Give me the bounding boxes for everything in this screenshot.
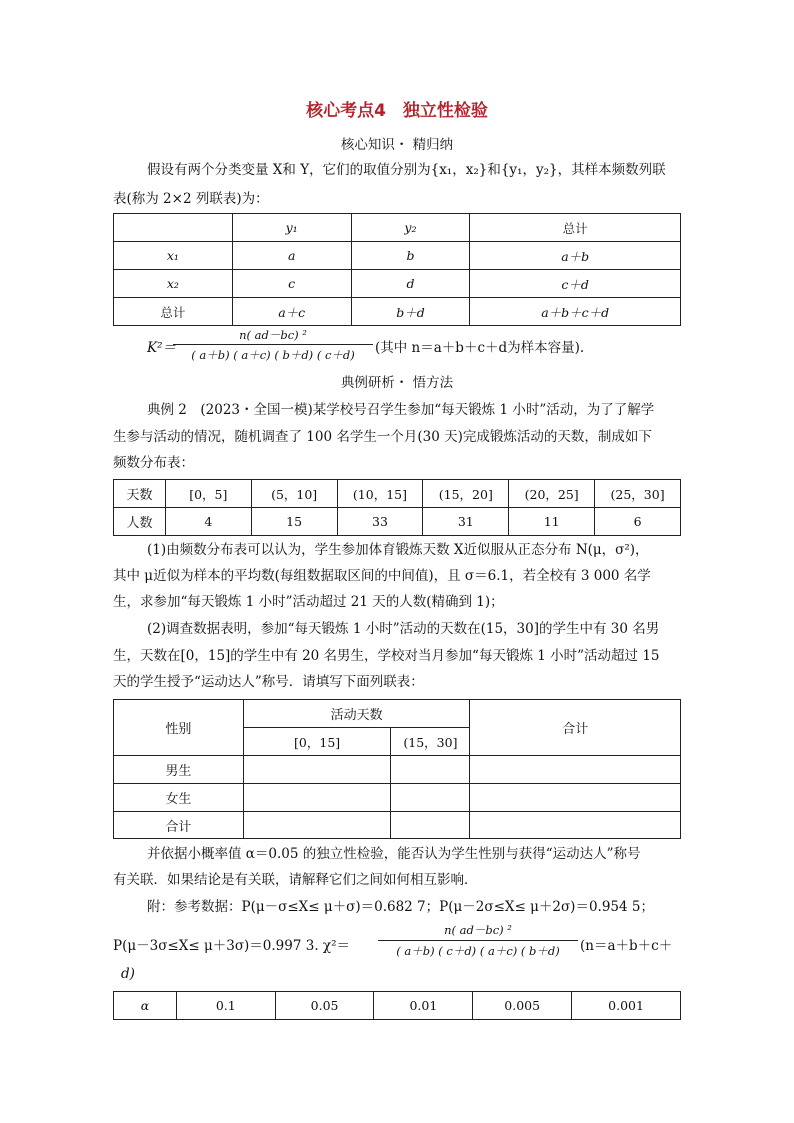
empty-answer-cell xyxy=(243,784,391,812)
k2-lhs: K²＝ xyxy=(147,340,176,356)
contingency-header-cell xyxy=(114,214,233,242)
example-line-2: 生参与活动的情况，随机调查了 100 名学生一个月(30 天)完成锻炼活动的天数，制成如下 xyxy=(113,429,652,445)
alpha-value: 0.05 xyxy=(275,992,374,1020)
chi-square-fraction-bar xyxy=(378,940,578,941)
question-2-line-3: 天的学生授予“运动达人”称号．请填写下面列联表： xyxy=(113,674,424,690)
contingency-cell: b＋d xyxy=(351,298,470,326)
gender-activity-table xyxy=(113,699,681,839)
activity-days-subheader: (15，30] xyxy=(391,728,470,756)
question-1-line-2: 其中 μ近似为样本的平均数(每组数据取区间的中间值)，且 σ＝6.1，若全校有 3 000 名学 xyxy=(113,568,651,584)
k2-note: (其中 n＝a＋b＋c＋d为样本容量). xyxy=(375,340,585,356)
page-title: 核心考点4 独立性检验 xyxy=(306,101,488,121)
contingency-header-cell: 总计 xyxy=(470,214,681,242)
question-2b-line-2: 有关联．如果结论是有关联，请解释它们之间如何相互影响． xyxy=(113,872,478,888)
frequency-count: 6 xyxy=(595,508,681,536)
alpha-value: 0.001 xyxy=(572,992,681,1020)
contingency-cell: b xyxy=(351,242,470,270)
k2-fraction-bar xyxy=(173,344,373,345)
frequency-table xyxy=(113,479,681,536)
gender-row-label: 男生 xyxy=(114,756,244,784)
reference-line-1: 附：参考数据：P(μ－σ≤X≤ μ＋σ)＝0.682 7；P(μ－2σ≤X≤ μ＋2σ)＝0.954 5； xyxy=(147,899,654,915)
frequency-interval: (5，10] xyxy=(251,480,337,508)
k2-denominator: ( a＋b) ( a＋c) ( b＋d) ( c＋d) xyxy=(191,348,355,362)
contingency-cell: a＋c xyxy=(232,298,351,326)
empty-answer-cell xyxy=(391,812,470,839)
question-2-line-2: 生，天数在[0，15]的学生中有 20 名男生，学校对当月参加“每天锻炼 1 小时”活动超过 15 xyxy=(113,648,660,664)
alpha-table xyxy=(113,991,681,1020)
activity-days-header: 活动天数 xyxy=(243,700,470,728)
contingency-cell: 总计 xyxy=(114,298,233,326)
contingency-cell: c＋d xyxy=(470,270,681,298)
frequency-count: 31 xyxy=(423,508,509,536)
contingency-table xyxy=(113,213,681,326)
section-heading-core-knowledge: 核心知识・ 精归纳 xyxy=(340,137,454,153)
question-2-line-1: (2)调查数据表明，参加“每天锻炼 1 小时”活动的天数在(15，30]的学生中有 30 名男 xyxy=(147,621,660,637)
question-1-line-3: 生，求参加“每天锻炼 1 小时”活动超过 21 天的人数(精确到 1)； xyxy=(113,594,504,610)
empty-answer-cell xyxy=(470,812,681,839)
frequency-interval: (10，15] xyxy=(337,480,423,508)
activity-days-subheader: [0，15] xyxy=(243,728,391,756)
contingency-cell: c xyxy=(232,270,351,298)
reference-line-2-left: P(μ－3σ≤X≤ μ＋3σ)＝0.997 3. χ²＝ xyxy=(113,938,351,954)
gender-row-label: 女生 xyxy=(114,784,244,812)
question-2b-line-1: 并依据小概率值 α＝0.05 的独立性检验，能否认为学生性别与获得“运动达人”称号 xyxy=(147,846,641,862)
contingency-cell: d xyxy=(351,270,470,298)
chi-square-denominator: ( a＋b) ( c＋d) ( a＋c) ( b＋d) xyxy=(396,944,560,958)
total-header: 合计 xyxy=(470,700,681,756)
contingency-header-cell: y₁ xyxy=(232,214,351,242)
empty-answer-cell xyxy=(391,756,470,784)
k2-numerator: n( ad－bc) ² xyxy=(239,328,307,342)
alpha-value: 0.1 xyxy=(176,992,275,1020)
frequency-row-label: 天数 xyxy=(114,480,166,508)
contingency-header-cell: y₂ xyxy=(351,214,470,242)
empty-answer-cell xyxy=(470,756,681,784)
alpha-label: α xyxy=(114,992,177,1020)
intro-line-1: 假设有两个分类变量 X和 Y，它们的取值分别为{x₁，x₂}和{y₁，y₂}，其样本频数列联 xyxy=(147,162,666,178)
reference-line-3: d) xyxy=(121,966,135,982)
frequency-row-label: 人数 xyxy=(114,508,166,536)
gender-row-label: 合计 xyxy=(114,812,244,839)
empty-answer-cell xyxy=(391,784,470,812)
reference-line-2-right: (n＝a＋b＋c＋ xyxy=(580,938,673,954)
example-line-3: 频数分布表： xyxy=(113,455,194,471)
intro-line-2: 表(称为 2×2 列联表)为： xyxy=(113,191,269,207)
contingency-cell: x₁ xyxy=(114,242,233,270)
frequency-count: 33 xyxy=(337,508,423,536)
alpha-value: 0.01 xyxy=(374,992,473,1020)
alpha-value: 0.005 xyxy=(473,992,572,1020)
frequency-interval: (25，30] xyxy=(595,480,681,508)
question-1-line-1: (1)由频数分布表可以认为，学生参加体育锻炼天数 X近似服从正态分布 N(μ，σ²)， xyxy=(147,542,649,558)
frequency-count: 4 xyxy=(165,508,251,536)
frequency-interval: (20，25] xyxy=(509,480,595,508)
frequency-interval: (15，20] xyxy=(423,480,509,508)
frequency-count: 15 xyxy=(251,508,337,536)
frequency-count: 11 xyxy=(509,508,595,536)
empty-answer-cell xyxy=(470,784,681,812)
gender-header: 性别 xyxy=(114,700,244,756)
contingency-cell: a xyxy=(232,242,351,270)
example-line-1: 典例 2 (2023・全国一模)某学校号召学生参加“每天锻炼 1 小时”活动，为了了解学 xyxy=(147,402,655,418)
contingency-cell: x₂ xyxy=(114,270,233,298)
contingency-cell: a＋b xyxy=(470,242,681,270)
chi-square-numerator: n( ad－bc) ² xyxy=(444,923,512,937)
section-heading-examples: 典例研析・ 悟方法 xyxy=(340,375,454,391)
contingency-cell: a＋b＋c＋d xyxy=(470,298,681,326)
frequency-interval: [0，5] xyxy=(165,480,251,508)
empty-answer-cell xyxy=(243,756,391,784)
empty-answer-cell xyxy=(243,812,391,839)
